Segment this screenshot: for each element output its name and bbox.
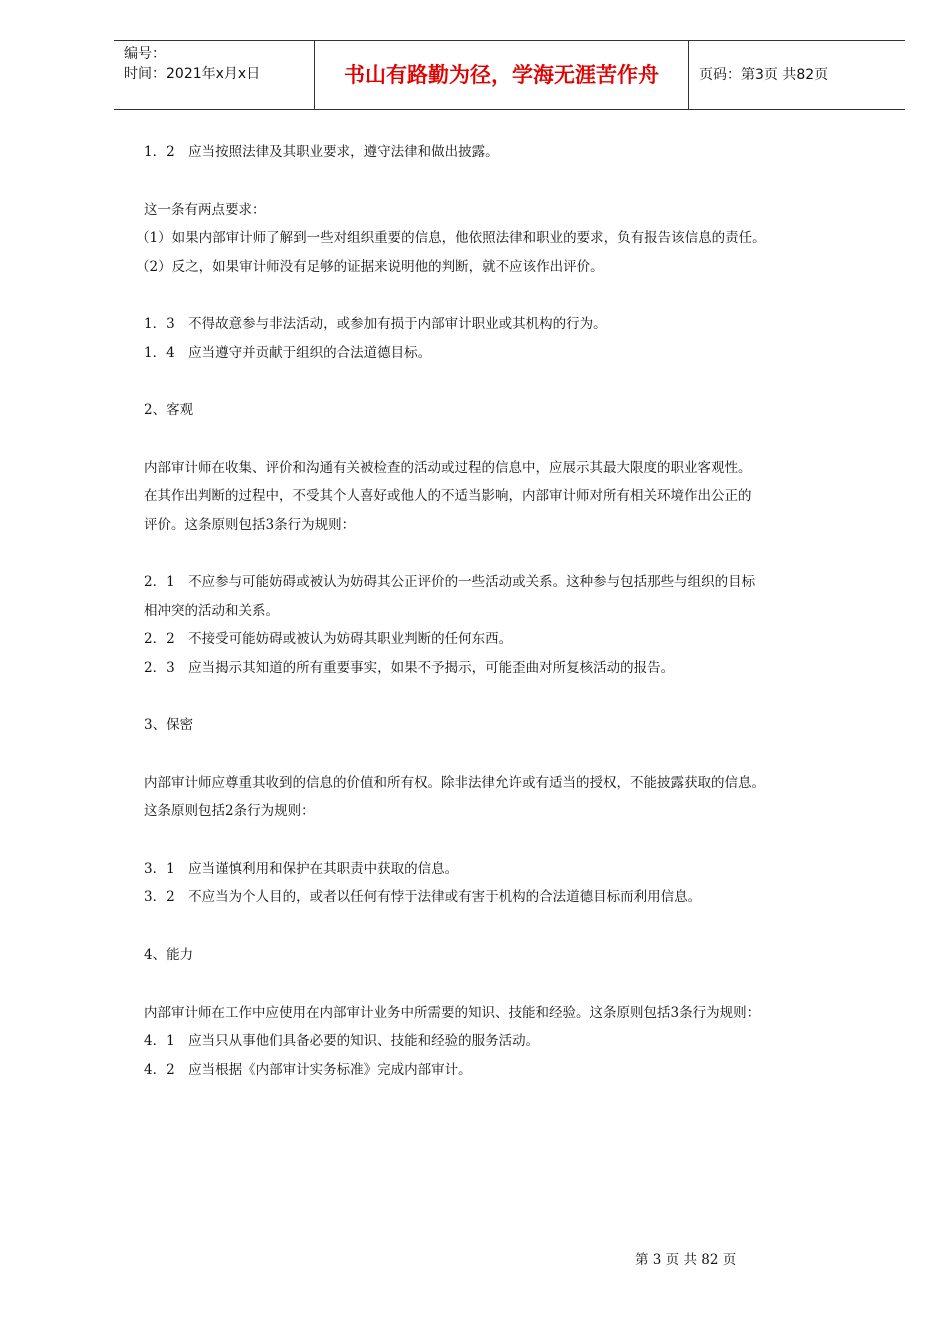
paragraph-line: 这条原则包括2条行为规则： — [144, 803, 315, 819]
document-date-label: 时间：2021年x月x日 — [124, 66, 261, 82]
section-heading: 4、能力 — [144, 947, 194, 963]
paragraph-line: 3．2 不应当为个人目的，或者以任何有悖于法律或有害于机构的合法道德目标而利用信息。 — [144, 889, 702, 905]
paragraph-line: 2．3 应当揭示其知道的所有重要事实，如果不予揭示，可能歪曲对所复核活动的报告。 — [144, 660, 675, 676]
page-footer: 第 3 页 共 82 页 — [635, 1252, 737, 1268]
section-heading: 2、客观 — [144, 402, 194, 418]
page-header — [114, 40, 905, 110]
header-meta-cell — [114, 41, 315, 109]
paragraph-line: （1）如果内部审计师了解到一些对组织重要的信息，他依照法律和职业的要求，负有报告该信息的责任。 — [136, 230, 766, 246]
paragraph-line: 内部审计师在工作中应使用在内部审计业务中所需要的知识、技能和经验。这条原则包括3条行为规则： — [144, 1005, 761, 1021]
header-page-info: 页码：第3页 共82页 — [699, 67, 829, 83]
paragraph-line: 在其作出判断的过程中，不受其个人喜好或他人的不适当影响，内部审计师对所有相关环境作出公正的 — [144, 488, 752, 504]
paragraph-line: 评价。这条原则包括3条行为规则： — [144, 517, 356, 533]
paragraph-line: 1．3 不得故意参与非法活动，或参加有损于内部审计职业或其机构的行为。 — [144, 316, 607, 332]
paragraph-line: 内部审计师应尊重其收到的信息的价值和所有权。除非法律允许或有适当的授权，不能披露获取的信息。 — [144, 775, 765, 791]
paragraph-line: 3．1 应当谨慎利用和保护在其职责中获取的信息。 — [144, 861, 459, 877]
paragraph-line: 1．2 应当按照法律及其职业要求，遵守法律和做出披露。 — [144, 144, 499, 160]
paragraph-line: 2．2 不接受可能妨碍或被认为妨碍其职业判断的任何东西。 — [144, 631, 513, 647]
paragraph-line: 2．1 不应参与可能妨碍或被认为妨碍其公正评价的一些活动或关系。这种参与包括那些与组织的目标 — [144, 574, 756, 590]
paragraph-line: 4．1 应当只从事他们具备必要的知识、技能和经验的服务活动。 — [144, 1033, 540, 1049]
paragraph-line: 4．2 应当根据《内部审计实务标准》完成内部审计。 — [144, 1062, 472, 1078]
paragraph-line: （2）反之，如果审计师没有足够的证据来说明他的判断，就不应该作出评价。 — [136, 259, 604, 275]
document-number-label: 编号： — [124, 46, 166, 62]
paragraph-line: 这一条有两点要求： — [144, 202, 266, 218]
paragraph-line: 1．4 应当遵守并贡献于组织的合法道德目标。 — [144, 345, 432, 361]
paragraph-line: 内部审计师在收集、评价和沟通有关被检查的活动或过程的信息中，应展示其最大限度的职业客观性。 — [144, 460, 752, 476]
paragraph-line: 相冲突的活动和关系。 — [144, 603, 279, 619]
section-heading: 3、保密 — [144, 717, 194, 733]
header-motto: 书山有路勤为径，学海无涯苦作舟 — [315, 41, 689, 109]
